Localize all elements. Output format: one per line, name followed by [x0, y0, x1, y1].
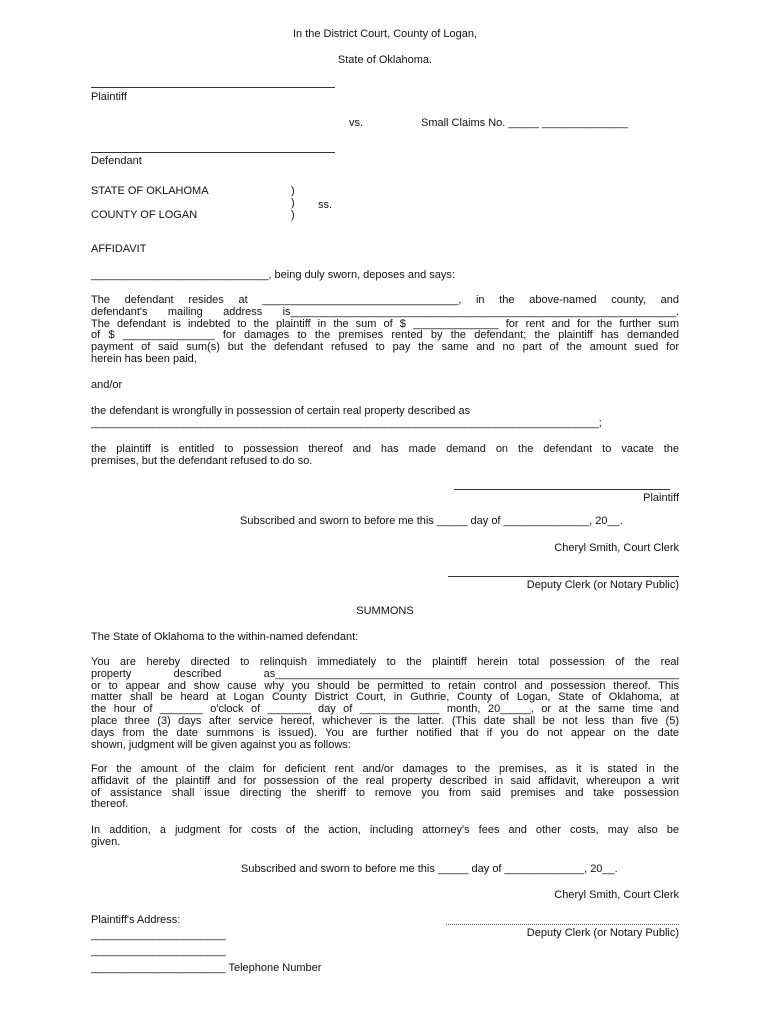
defendant-label: Defendant [91, 155, 142, 167]
affidavit-p1-line: The defendant is indebted to the plaintiff in the sum of $ ______________ for rent and for the further sum [91, 317, 679, 330]
venue-state: STATE OF OKLAHOMA [91, 185, 209, 197]
summons-p1-line: shown, judgment will be given against you as follows: [91, 738, 351, 751]
affidavit-subscribed: Subscribed and sworn to before me this _____ day of ______________, 20__. [240, 515, 623, 527]
summons-subscribed: Subscribed and sworn to before me this _____ day of _____________, 20__. [241, 863, 618, 875]
plaintiff-name-line[interactable] [91, 87, 335, 88]
venue-ss: ss. [318, 199, 333, 211]
small-claims-number[interactable]: Small Claims No. _____ ______________ [421, 117, 628, 129]
telephone-number-line[interactable]: ______________________ Telephone Number [91, 962, 322, 974]
affidavit-p1-line: of $ _______________ for damages to the premises rented by the defendant; the plaintiff has demanded [91, 329, 679, 342]
affidavit-p1-line: payment of said sum(s) but the defendant refused to pay the same and no part of the amount sued for [91, 341, 679, 354]
summons-addressee: The State of Oklahoma to the within-named defendant: [91, 631, 359, 643]
plaintiff-label: Plaintiff [91, 91, 127, 103]
summons-p2-line: affidavit of the plaintiff and for possession of the real property described in said affidavit, whereupon a writ [91, 774, 679, 787]
and-or-label: and/or [91, 379, 123, 391]
summons-p1-line: days from the date summons is issued). You are further notified that if you do not appear on the date [91, 726, 679, 739]
plaintiff-address-label: Plaintiff's Address: [91, 914, 181, 926]
affiant-sworn-line[interactable]: _____________________________, being duly sworn, deposes and says: [91, 269, 455, 281]
venue-paren-1: ) [291, 185, 295, 197]
affidavit-court-clerk: Cheryl Smith, Court Clerk [554, 542, 679, 554]
summons-deputy-signature-line[interactable] [446, 924, 679, 925]
plaintiff-address-line[interactable]: ______________________ [91, 929, 226, 941]
plaintiff-address-line-2[interactable]: ______________________ [91, 945, 226, 957]
vs-label: vs. [349, 117, 364, 129]
affidavit-p2-line: ___________________________________________________________________________________; [91, 416, 602, 429]
summons-p2-line: thereof. [91, 798, 129, 811]
affidavit-p3-line: premises, but the defendant refused to do so. [91, 454, 313, 467]
affidavit-deputy-clerk: Deputy Clerk (or Notary Public) [526, 579, 679, 591]
state-heading: State of Oklahoma. [337, 54, 433, 66]
summons-court-clerk: Cheryl Smith, Court Clerk [554, 889, 679, 901]
affidavit-paragraph-1 [91, 295, 679, 366]
summons-paragraph-1 [91, 657, 679, 751]
summons-deputy-clerk: Deputy Clerk (or Notary Public) [526, 927, 679, 939]
venue-county: COUNTY OF LOGAN [91, 209, 198, 221]
summons-paragraph-3 [91, 825, 679, 849]
summons-p1-line: matter shall be heard at Logan County District Court, in Guthrie, County of Logan, State of Oklahoma, at [91, 691, 679, 704]
summons-p1-line: or to appear and show cause why you should be permitted to retain control and possession thereof. This [91, 679, 679, 692]
affidavit-heading: AFFIDAVIT [91, 243, 147, 255]
court-heading: In the District Court, County of Logan, [292, 28, 478, 40]
venue-paren-3: ) [291, 209, 295, 221]
plaintiff-signature-label: Plaintiff [643, 492, 679, 504]
affidavit-p1-line: herein has been paid, [91, 352, 197, 365]
summons-p3-line: given. [91, 835, 121, 848]
venue-paren-2: ) [291, 197, 295, 209]
affidavit-p2-line: the defendant is wrongfully in possession of certain real property described as [91, 405, 471, 417]
summons-p2-line: of assistance shall issue directing the sheriff to remove you from said premises and take possession [91, 786, 679, 799]
affidavit-p3-line: the plaintiff is entitled to possession thereof and has made demand on the defendant to vacate the [91, 443, 679, 455]
affidavit-deputy-signature-line[interactable] [448, 576, 679, 577]
defendant-name-line[interactable] [91, 152, 335, 153]
summons-p1-line: the hour of _______ o'clock of _______ day of _____________ month, 20_____, or at the same time and [91, 703, 679, 716]
affidavit-paragraph-3 [91, 444, 679, 468]
affidavit-paragraph-2 [91, 406, 679, 430]
affidavit-p1-line: defendant's mailing address is_______________________________________________________________. [91, 305, 679, 318]
summons-heading: SUMMONS [356, 605, 414, 617]
summons-p1-line: place three (3) days after service hereof, whichever is the latter. (This date shall be not less than five (5) [91, 714, 679, 727]
summons-p2-line: For the amount of the claim for deficient rent and/or damages to the premises, as it is stated in the [91, 763, 679, 775]
summons-p3-line: In addition, a judgment for costs of the action, including attorney's fees and other costs, may also be [91, 824, 679, 836]
plaintiff-signature-line[interactable] [454, 489, 670, 490]
summons-paragraph-2 [91, 764, 679, 811]
affidavit-p1-line: The defendant resides at ________________________________, in the above-named county, and [91, 294, 679, 306]
summons-p1-line: property described as__________________________________________________________________ [91, 667, 679, 680]
summons-p1-line: You are hereby directed to relinquish immediately to the plaintiff herein total possession of the real [91, 656, 679, 668]
